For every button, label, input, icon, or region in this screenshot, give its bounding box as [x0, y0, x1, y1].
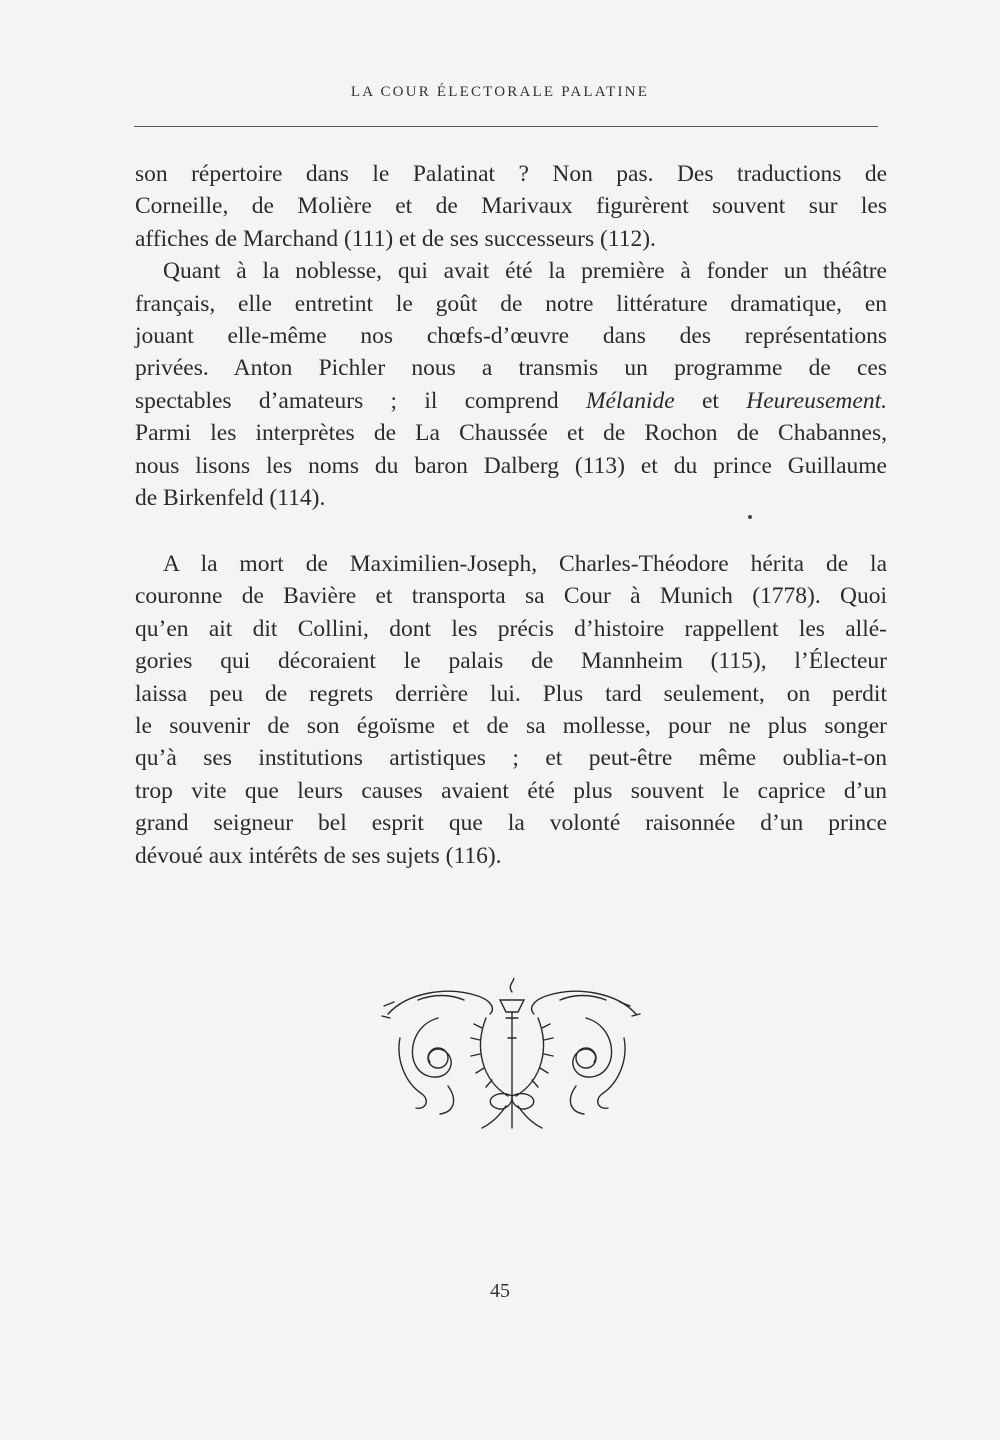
running-title: LA COUR ÉLECTORALE PALATINE: [350, 84, 650, 100]
text-line: gories qui décoraient le palais de Mannheim (115), l’Électeur: [135, 648, 887, 675]
play-title: Mélanide: [585, 387, 675, 414]
text-line: qu’en ait dit Collini, dont les précis d’histoire rappellent les allé-: [135, 615, 887, 642]
ornament-tailpiece-icon: [378, 978, 646, 1138]
ink-dot: [748, 515, 752, 519]
text-line: jouant elle-même nos chœfs-d’œuvre dans des représentations: [135, 323, 887, 350]
text-line: couronne de Bavière et transporta sa Cour à Munich (1778). Quoi: [135, 583, 887, 610]
play-title: Heureusement.: [746, 387, 887, 414]
text-line: privées. Anton Pichler nous a transmis un programme de ces: [135, 355, 887, 382]
text-run: spectables d’amateurs ; il comprend: [135, 387, 586, 414]
text-line-mixed: [135, 385, 887, 417]
text-line: grand seigneur bel esprit que la volonté raisonnée d’un prince: [135, 810, 887, 837]
page-number: 45: [490, 1280, 510, 1302]
paragraph-2: [135, 548, 887, 872]
text-line: le souvenir de son égoïsme et de sa mollesse, pour ne plus songer: [135, 713, 887, 740]
text-line: Parmi les interprètes de La Chaussée et de Rochon de Chabannes,: [135, 420, 887, 447]
text-line: affiches de Marchand (111) et de ses successeurs (112).: [135, 225, 656, 252]
text-line: son répertoire dans le Palatinat ? Non pas. Des traductions de: [135, 161, 887, 187]
text-line: nous lisons les noms du baron Dalberg (113) et du prince Guillaume: [135, 452, 887, 479]
header-rule: [134, 126, 878, 127]
text-line: A la mort de Maximilien-Joseph, Charles-Théodore hérita de la: [163, 551, 887, 577]
text-line: Quant à la noblesse, qui avait été la première à fonder un théâtre: [163, 258, 887, 285]
paragraph-1: [135, 158, 887, 514]
text-run: et: [674, 387, 747, 414]
text-line: dévoué aux intérêts de ses sujets (116).: [135, 842, 502, 869]
text-line: laissa peu de regrets derrière lui. Plus tard seulement, on perdit: [135, 680, 887, 707]
text-line: de Birkenfeld (114).: [135, 485, 326, 512]
text-line: français, elle entretint le goût de notre littérature dramatique, en: [135, 290, 887, 317]
text-line: qu’à ses institutions artistiques ; et peut-être même oublia-t-on: [135, 745, 887, 772]
text-line: trop vite que leurs causes avaient été plus souvent le caprice d’un: [135, 777, 887, 804]
text-line: Corneille, de Molière et de Marivaux figurèrent souvent sur les: [135, 193, 887, 220]
